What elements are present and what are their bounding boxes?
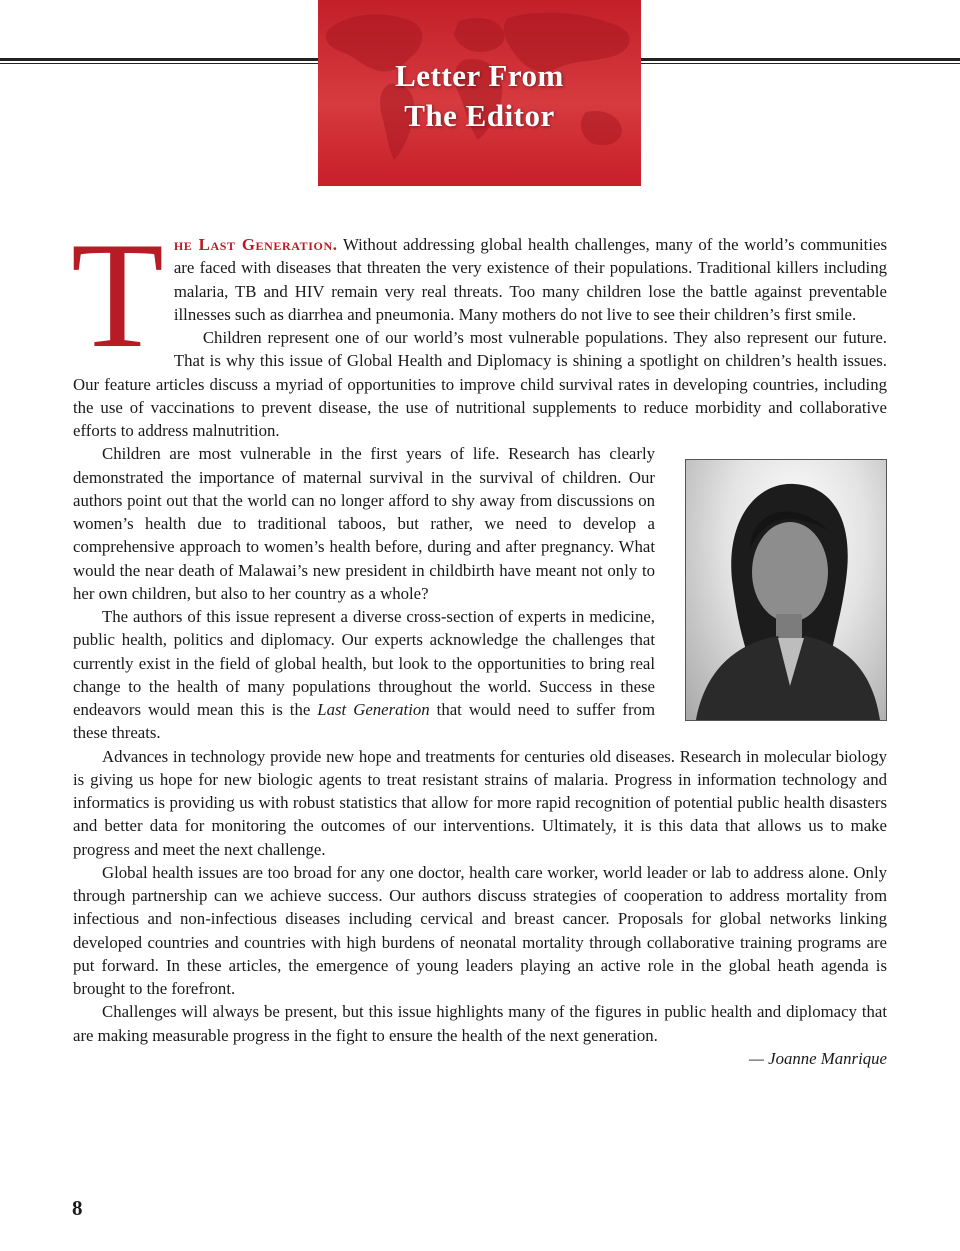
paragraph-6: Global health issues are too broad for any one doctor, health care worker, world leader or lab to address alone. Only through partnership can we achieve success. Our authors discuss strategies of cooperation to address mortality from infectious and non-infectious diseases including cervical and breast cancer. Proposals for global networks linking developed countries and countries with high burdens of neonatal mortality through collaborative training programs are put forward. In these articles, the emergence of young leaders playing an active role in the global heath agenda is brought to the forefront. [73,862,887,998]
italic-phrase: Last Generation [317,700,430,719]
lead-in-title: he Last Generation. [173,235,338,254]
drop-cap: T [71,211,164,379]
paragraph-2: Children represent one of our world’s most vulnerable populations. They also represent our future. That is why this issue of Global Health and Diplomacy is shining a spotlight on children’s health issues. Our feature articles discuss a myriad of opportunities to improve child survival rates in developing countries, including the use of vaccinations to prevent disease, the use of nutritional supplements to reduce morbidity and collaborative efforts to address malnutrition. [73,328,887,440]
header-rule-right [641,58,960,68]
banner-title-line-1: Letter From [395,58,564,93]
editor-portrait [685,459,887,721]
paragraph-3: Children are most vulnerable in the first years of life. Research has clearly demonstrated the importance of maternal survival in the survival of children. Our authors point out that the world can no longer afford to shy away from discussions on women’s health due to traditional taboos, but rather, we need to develop a comprehensive approach to women’s health before, during and after pregnancy. What would the near death of Malawai’s new president in childbirth have meant not only to her own children, but also to her country as a whole? [73,444,655,603]
paragraph-1 [71,211,887,379]
header-rule-left [0,58,318,68]
paragraph-4-text: The authors of this issue represent a diverse cross-section of experts in medicine, public health, politics and diplomacy. Our experts acknowledge the challenges that currently exist in the field of global health, but look to the opportunities to bring real change to the health of many populations throughout the world. Success in these endeavors would mean this is the [73,607,655,719]
page-number: 8 [72,1196,83,1220]
paragraph-5: Advances in technology provide new hope and treatments for centuries old diseases. Research in molecular biology is giving us hope for new biologic agents to treat resistant strains of malaria. Progress in information technology and informatics is providing us with robust statistics that allow for more rapid recognition of potential public health disasters and better data for monitoring the outcomes of our interventions. Ultimately, it is this data that allows us to make progress and meet the next challenge. [73,746,887,859]
portrait-image [686,460,886,720]
paragraph-1-text: Without addressing global health challenges, many of the world’s communities are faced with diseases that threaten the very existence of their populations. Traditional killers including malaria, TB and HIV remain very real threats. Too many children lose the battle against preventable illnesses such as diarrhea and pneumonia. Many mothers do not live to see their children’s first smile. [173,235,887,324]
banner-title-line-2: The Editor [404,98,555,133]
signature: — Joanne Manrique [749,1048,887,1068]
paragraph-7: Challenges will always be present, but this issue highlights many of the figures in public health and diplomacy that are making measurable progress in the fight to ensure the health of the next generation. [73,1002,887,1045]
letter-body [71,211,887,1070]
paragraph-4-tail: that would need to suffer from these threats. [73,700,655,743]
banner-title [318,56,641,136]
editor-letter-banner [318,0,641,186]
